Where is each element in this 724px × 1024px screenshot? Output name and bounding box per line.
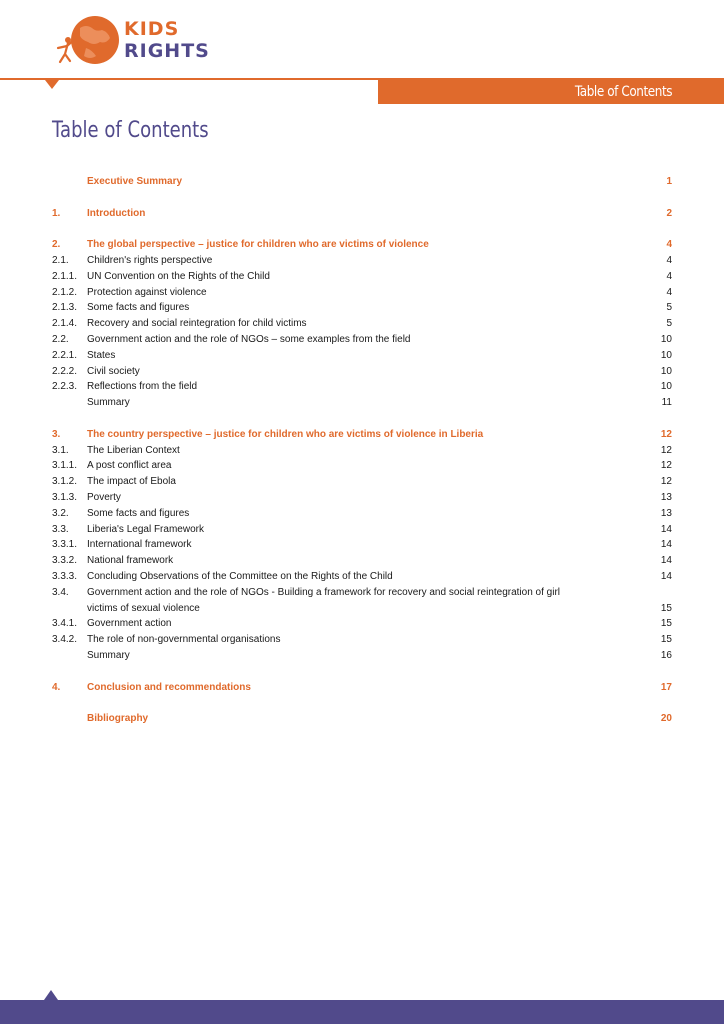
toc-entry-title: National framework — [87, 555, 174, 567]
toc-entry-page: 13 — [660, 507, 672, 519]
toc-entry-page: 4 — [666, 239, 672, 251]
toc-entry-title: Reflections from the field — [87, 381, 198, 393]
toc-entry[interactable] — [52, 490, 674, 506]
toc-entry[interactable] — [52, 569, 674, 585]
toc-entry-page: 12 — [660, 428, 672, 440]
toc-entry-number: 3.2. — [52, 507, 69, 519]
page-title: Table of Contents — [52, 118, 209, 143]
toc-entry-page: 13 — [660, 491, 672, 503]
toc-entry-number: 2.1. — [52, 254, 69, 266]
toc-entry[interactable] — [52, 443, 674, 459]
toc-entry-title: Bibliography — [87, 713, 149, 725]
toc-spacer — [52, 190, 674, 206]
toc-entry-page: 12 — [660, 444, 672, 456]
toc-entry-number: 2.1.3. — [52, 302, 78, 314]
toc-entry[interactable] — [52, 348, 674, 364]
toc-entry-page: 15 — [660, 618, 672, 630]
toc-entry-title: Introduction — [87, 207, 146, 219]
logo-text-kids: KIDS — [124, 18, 180, 40]
toc-entry[interactable] — [52, 632, 674, 648]
toc-entry-title: The Liberian Context — [87, 444, 180, 456]
toc-entry[interactable] — [52, 601, 674, 617]
toc-spacer — [52, 695, 674, 711]
toc-entry-number: 2.2.3. — [52, 381, 78, 393]
toc-entry-page: 14 — [660, 523, 672, 535]
toc-entry-number: 3.3.2. — [52, 555, 78, 567]
toc-entry[interactable] — [52, 458, 674, 474]
toc-entry-page: 14 — [660, 570, 672, 582]
toc-entry-title: Summary — [87, 397, 130, 409]
toc-entry-main[interactable] — [52, 174, 674, 190]
toc-entry[interactable] — [52, 364, 674, 380]
toc-entry-number: 3.4.2. — [52, 634, 78, 646]
toc-entry[interactable] — [52, 553, 674, 569]
toc-entry-main[interactable] — [52, 680, 674, 696]
toc-entry-page: 10 — [660, 381, 672, 393]
toc-entry-number: 3. — [52, 428, 61, 440]
toc-entry-page: 4 — [666, 270, 672, 282]
toc-entry-title: Executive Summary — [87, 176, 183, 187]
toc-entry-title: The country perspective – justice for children who are victims of violence in Liberia — [87, 428, 484, 440]
toc-entry[interactable] — [52, 300, 674, 316]
toc-entry-number: 2.1.1. — [52, 270, 78, 282]
toc-entry[interactable] — [52, 506, 674, 522]
toc-entry-page: 10 — [660, 333, 672, 345]
toc-entry-number: 3.4. — [52, 586, 69, 598]
toc-entry-title: Government action and the role of NGOs – some examples from the field — [87, 333, 411, 345]
toc-entry[interactable] — [52, 316, 674, 332]
toc-entry-title: Some facts and figures — [87, 507, 190, 519]
toc-entry-page: 15 — [660, 634, 672, 646]
toc-entry-title: Government action and the role of NGOs - Building a framework for recovery and social reintegration of girl — [87, 586, 560, 598]
header-marker — [45, 80, 59, 89]
toc-entry-title: victims of sexual violence — [87, 602, 200, 614]
toc-entry-number: 3.1. — [52, 444, 69, 456]
toc-spacer — [52, 411, 674, 427]
toc-entry-page: 20 — [660, 713, 672, 725]
toc-entry[interactable] — [52, 379, 674, 395]
globe-child-icon — [52, 14, 122, 68]
toc-entry-number: 2.2.2. — [52, 365, 78, 377]
toc-entry[interactable] — [52, 537, 674, 553]
toc-entry[interactable] — [52, 474, 674, 490]
toc-entry-number: 4. — [52, 681, 61, 693]
toc-entry-title: Some facts and figures — [87, 302, 190, 314]
toc-entry[interactable] — [52, 395, 674, 411]
toc-entry-title: A post conflict area — [87, 460, 172, 472]
toc-entry-title: Recovery and social reintegration for child victims — [87, 318, 307, 330]
toc-entry-title: Poverty — [87, 491, 121, 503]
toc-entry[interactable] — [52, 585, 674, 601]
toc-entry-number: 3.3. — [52, 523, 69, 535]
toc-entry-page: 14 — [660, 539, 672, 551]
toc-entry-number: 3.1.3. — [52, 491, 78, 503]
toc-entry-title: States — [87, 349, 116, 361]
toc-entry-title: Protection against violence — [87, 286, 207, 298]
section-header-label: Table of Contents — [574, 84, 672, 100]
toc-entry-title: Civil society — [87, 365, 140, 377]
toc-entry-page: 4 — [666, 254, 672, 266]
toc-entry[interactable] — [52, 285, 674, 301]
section-header-band — [378, 80, 724, 104]
toc-entry-title: Summary — [87, 649, 130, 661]
toc-entry-page: 15 — [660, 602, 672, 614]
toc-entry-title: Conclusion and recommendations — [87, 681, 251, 693]
toc-entry-number: 2. — [52, 239, 61, 251]
toc-spacer — [52, 664, 674, 680]
toc-entry-page: 14 — [660, 555, 672, 567]
toc-entry-number: 1. — [52, 207, 61, 219]
toc-entry-title: Concluding Observations of the Committee on the Rights of the Child — [87, 570, 393, 582]
toc-entry-title: International framework — [87, 539, 192, 551]
toc-entry-number: 3.3.1. — [52, 539, 78, 551]
toc-entry-number: 2.2.1. — [52, 349, 78, 361]
toc-entry-number: 2.2. — [52, 333, 69, 345]
toc-entry-page: 16 — [660, 649, 672, 661]
toc-entry-title: The impact of Ebola — [87, 476, 176, 488]
toc-entry-page: 10 — [660, 349, 672, 361]
toc-entry-title: The global perspective – justice for children who are victims of violence — [87, 239, 429, 251]
toc-entry[interactable] — [52, 522, 674, 538]
toc-entry-page: 2 — [666, 207, 672, 219]
footer-marker — [44, 990, 58, 1000]
toc-entry-title: Government action — [87, 618, 172, 630]
logo-text-rights: RIGHTS — [124, 40, 210, 62]
toc-entry-title: Children's rights perspective — [87, 254, 213, 266]
toc-entry-title: Liberia's Legal Framework — [87, 523, 204, 535]
kidsrights-logo — [52, 14, 232, 68]
footer-band — [0, 1000, 724, 1024]
toc-entry-title: UN Convention on the Rights of the Child — [87, 270, 270, 282]
toc-entry-number: 3.1.2. — [52, 476, 78, 488]
toc-entry-number: 3.4.1. — [52, 618, 78, 630]
table-of-contents — [52, 174, 674, 727]
toc-entry-page: 12 — [660, 476, 672, 488]
toc-entry-page: 11 — [661, 397, 672, 409]
toc-entry[interactable] — [52, 616, 674, 632]
toc-entry[interactable] — [52, 253, 674, 269]
toc-entry-number: 3.1.1. — [52, 460, 78, 472]
toc-entry-page: 10 — [660, 365, 672, 377]
toc-entry-main[interactable] — [52, 711, 674, 727]
toc-entry-main[interactable] — [52, 237, 674, 253]
toc-entry-page: 17 — [660, 681, 672, 693]
toc-entry-number: 3.3.3. — [52, 570, 78, 582]
toc-entry-main[interactable] — [52, 427, 674, 443]
toc-entry-number: 2.1.4. — [52, 318, 78, 330]
toc-entry[interactable] — [52, 332, 674, 348]
toc-entry-page: 1 — [666, 176, 672, 187]
toc-entry-number: 2.1.2. — [52, 286, 78, 298]
toc-entry[interactable] — [52, 269, 674, 285]
toc-entry-page: 4 — [666, 286, 672, 298]
toc-entry-title: The role of non-governmental organisations — [87, 634, 281, 646]
toc-entry-page: 5 — [666, 318, 672, 330]
toc-spacer — [52, 221, 674, 237]
toc-entry-page: 5 — [666, 302, 672, 314]
toc-entry-page: 12 — [660, 460, 672, 472]
toc-entry[interactable] — [52, 648, 674, 664]
toc-entry-main[interactable] — [52, 206, 674, 222]
